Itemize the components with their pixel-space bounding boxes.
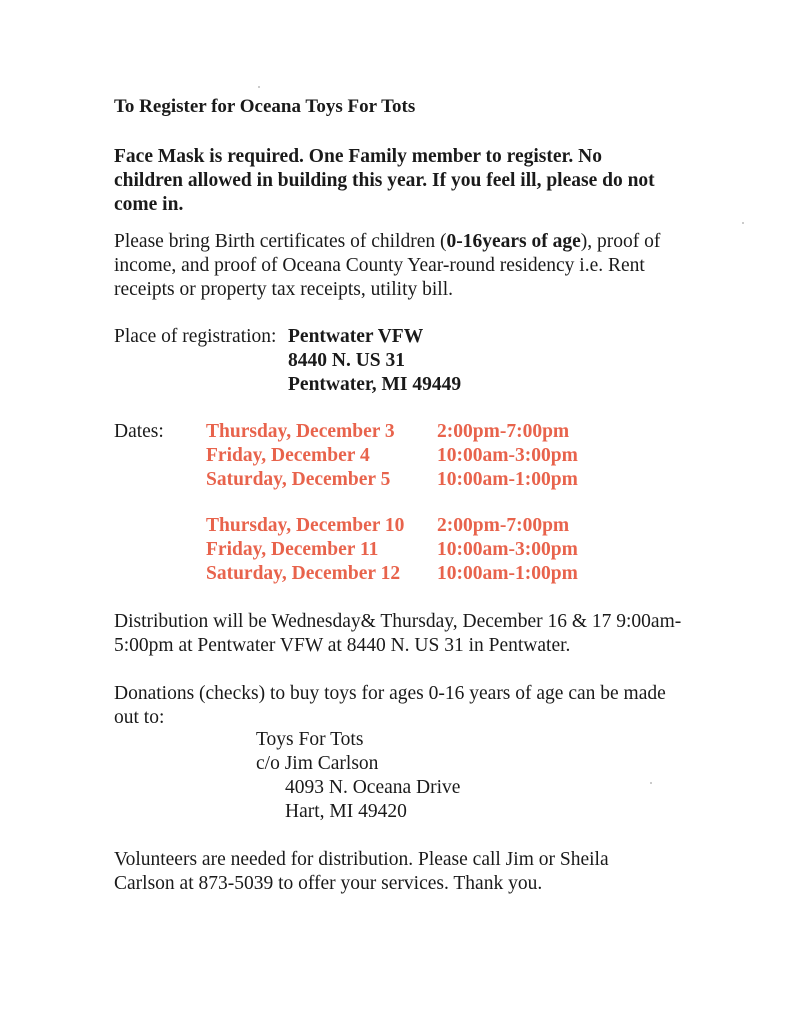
requirements-rest: ), proof of income, and proof of Oceana County Year-round residency i.e. Rent receipts or property tax receipts, utility bill. <box>114 231 661 300</box>
distribution-info: Distribution will be Wednesday& Thursday, December 16 & 17 9:00am-5:00pm at Pentwater VFW at 8440 N. US 31 in Pentwater. <box>114 611 682 656</box>
registration-venue: Pentwater VFW <box>288 326 424 347</box>
volunteers-info: Volunteers are needed for distribution. Please call Jim or Sheila Carlson at 873-5039 to offer your services. Thank you. <box>114 849 609 894</box>
flyer-title: To Register for Oceana Toys For Tots <box>114 96 416 117</box>
dates-label: Dates: <box>114 421 164 442</box>
donation-city: Hart, MI 49420 <box>285 801 407 822</box>
donation-address <box>256 728 460 824</box>
scan-speck <box>258 86 260 88</box>
requirements-intro: Please bring Birth certificates of children ( <box>114 231 447 252</box>
schedule-day: Friday, December 4 <box>206 445 370 466</box>
schedule-day: Friday, December 11 <box>206 539 379 560</box>
requirements-paragraph <box>114 230 694 302</box>
donations-info: Donations (checks) to buy toys for ages 0-16 years of age can be made out to: <box>114 683 666 728</box>
schedule-day: Saturday, December 5 <box>206 469 391 490</box>
schedule-time: 2:00pm-7:00pm <box>437 515 570 536</box>
registration-city: Pentwater, MI 49449 <box>288 374 462 395</box>
schedule-time: 10:00am-1:00pm <box>437 469 578 490</box>
schedule-time: 10:00am-1:00pm <box>437 563 578 584</box>
scan-speck <box>650 782 652 784</box>
age-range: 0-16years of age <box>446 231 581 252</box>
schedule-time: 2:00pm-7:00pm <box>437 421 570 442</box>
donation-payee: Toys For Tots <box>256 729 364 750</box>
schedule-time: 10:00am-3:00pm <box>437 539 578 560</box>
registration-street: 8440 N. US 31 <box>288 350 406 371</box>
schedule-time: 10:00am-3:00pm <box>437 445 578 466</box>
donation-care-of: c/o Jim Carlson <box>256 753 379 774</box>
schedule-day: Thursday, December 3 <box>206 421 395 442</box>
covid-notice: Face Mask is required. One Family member to register. No children allowed in building this year. If you feel ill, please do not come in. <box>114 146 655 215</box>
scan-speck <box>742 222 744 224</box>
registration-address <box>288 325 461 397</box>
donation-street: 4093 N. Oceana Drive <box>285 777 461 798</box>
schedule-day: Thursday, December 10 <box>206 515 405 536</box>
schedule-day: Saturday, December 12 <box>206 563 401 584</box>
registration-place-label: Place of registration: <box>114 326 277 347</box>
